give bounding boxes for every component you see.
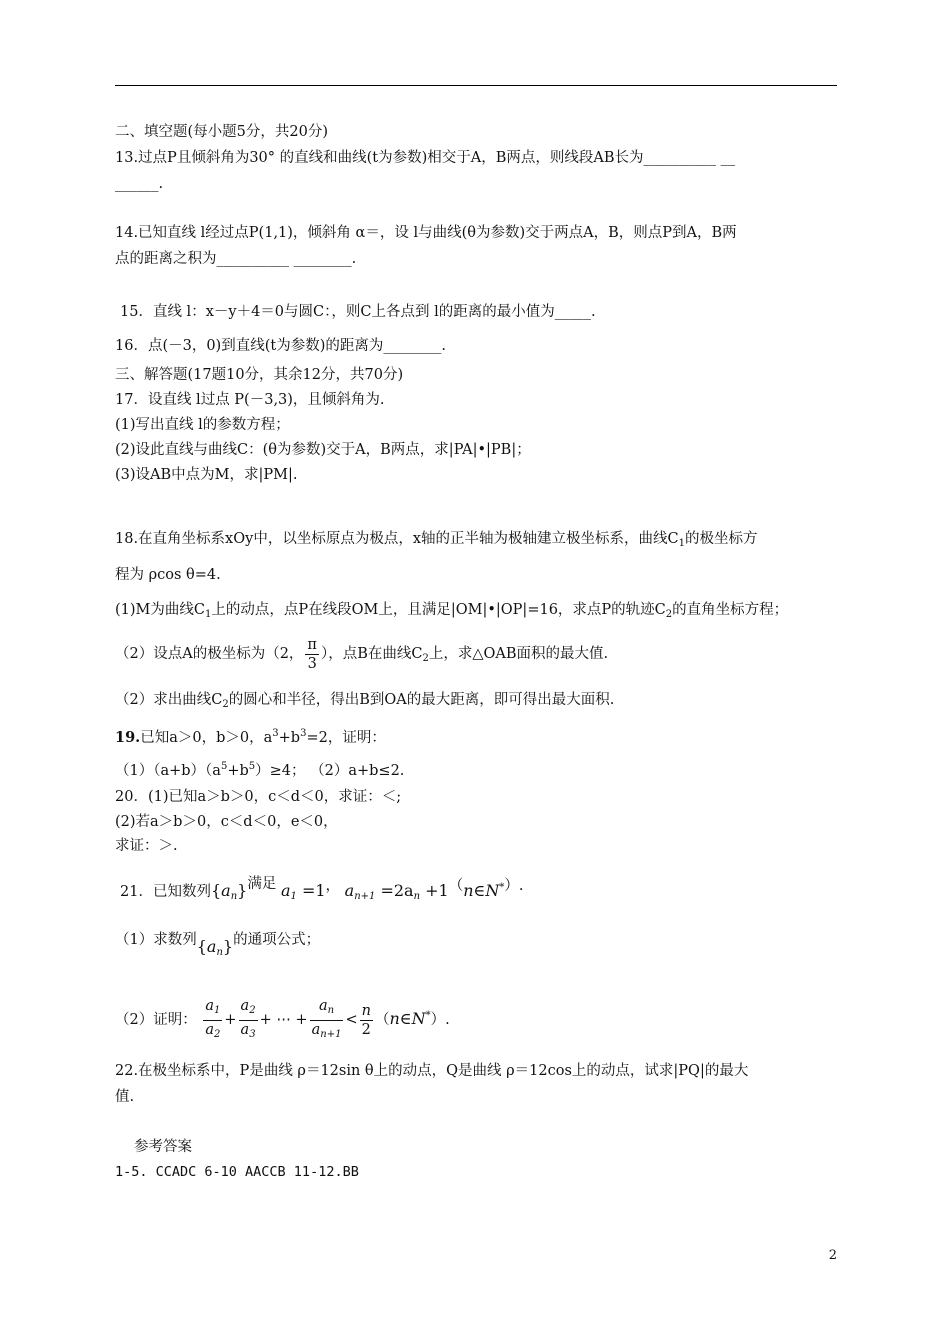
frac-num-a: a bbox=[240, 997, 250, 1014]
q18-hint-b: 的圆心和半径，得出B到OA的最大距离，即可得出最大面积. bbox=[228, 692, 615, 708]
question-17: 17．设直线 l过点 P(－3,3)，且倾斜角为. bbox=[115, 392, 385, 408]
q21-1-b: 的通项公式； bbox=[233, 932, 321, 948]
question-14-line2: 点的距离之积为__________ ________. bbox=[115, 251, 357, 267]
fraction-denominator bbox=[203, 1021, 222, 1044]
q21-2-paren-close: ）. bbox=[430, 1012, 450, 1028]
question-19 bbox=[115, 724, 386, 748]
q19-p-sup1: 5 bbox=[220, 761, 228, 772]
frac-num-sub: 2 bbox=[249, 1004, 256, 1016]
fraction-denominator bbox=[239, 1021, 258, 1044]
q18-1-sub1: 1 bbox=[204, 609, 212, 620]
fraction-numerator bbox=[310, 997, 344, 1021]
question-22-line2: 值. bbox=[115, 1089, 135, 1105]
q19-b: +b bbox=[278, 730, 301, 746]
q19-sup2: 3 bbox=[300, 728, 307, 739]
question-22-line1: 22.在极坐标系中，P是曲线 ρ＝12sin θ上的动点，Q是曲线 ρ＝12cos上的动点，试求|PQ|的最大 bbox=[115, 1063, 749, 1079]
q21-lt: < bbox=[345, 1012, 358, 1028]
q18-2-a: （2）设点A的极坐标为（2， bbox=[115, 646, 304, 662]
question-13-line1: 13.过点P且倾斜角为30° 的直线和曲线(t为参数)相交于A，B两点，则线段AB长为__________ __ bbox=[115, 150, 736, 166]
fraction-an-an1 bbox=[310, 997, 344, 1044]
q21-seq-n: n bbox=[230, 891, 238, 902]
question-21-part1 bbox=[115, 920, 320, 973]
question-18-hint bbox=[115, 690, 614, 715]
q18-2-sub: 2 bbox=[422, 653, 429, 664]
q21-paren-close: ）. bbox=[504, 878, 524, 894]
q21-2-paren-open: （ bbox=[374, 1012, 390, 1028]
q19-p-b: +b bbox=[227, 763, 249, 779]
frac-den-sub: 2 bbox=[214, 1028, 221, 1040]
fraction-a1-a2 bbox=[203, 997, 222, 1044]
q21-a1-rest: =1 bbox=[296, 881, 326, 900]
question-15: 15．直线 l：x－y＋4＝0与圆C：，则C上各点到 l的距离的最小值为_____. bbox=[120, 304, 596, 320]
q18-hint-a: （2）求出曲线C bbox=[115, 692, 223, 708]
frac-den-a: a bbox=[240, 1021, 250, 1038]
frac-den-a: a bbox=[205, 1021, 214, 1038]
q18-1-c: 的直角坐标方程； bbox=[672, 602, 789, 618]
q18-2-b: ），点B在曲线C bbox=[320, 646, 423, 662]
question-20-conclude: 求证：＞. bbox=[115, 838, 178, 854]
question-14-line1: 14.已知直线 l经过点P(1,1)，倾斜角 α＝，设 l与曲线(θ为参数)交于两点A，B，则点P到A，B两 bbox=[115, 225, 737, 241]
question-18-line2: 程为 ρcos θ=4. bbox=[115, 567, 221, 583]
header-rule bbox=[115, 85, 837, 86]
q18-text-end: 的极坐标方 bbox=[684, 531, 758, 547]
question-20: 20．(1)已知a＞b＞0，c＜d＜0，求证：＜; bbox=[115, 789, 402, 805]
fraction-denominator: 2 bbox=[361, 1021, 371, 1038]
fraction-numerator bbox=[203, 997, 222, 1021]
frac-den-sub: 3 bbox=[249, 1028, 256, 1040]
q18-1-b: 上的动点，点P在线段OM上，且满足|OM|•|OP|=16，求点P的轨迹C bbox=[211, 602, 666, 618]
q21-2-cond: n∈N bbox=[389, 1009, 426, 1028]
question-16: 16．点(－3，0)到直线(t为参数)的距离为________. bbox=[115, 338, 446, 354]
question-17-part2: (2)设此直线与曲线C：(θ为参数)交于A，B两点，求|PA|•|PB|； bbox=[115, 442, 531, 458]
question-20-part2: (2)若a＞b＞0，c＜d＜0，e＜0， bbox=[115, 814, 338, 830]
answer-key: 1-5. CCADC 6-10 AACCB 11-12.BB bbox=[115, 1164, 359, 1180]
fraction-numerator bbox=[239, 997, 258, 1021]
pi-over-3-fraction bbox=[305, 636, 319, 673]
fraction-denominator bbox=[310, 1021, 344, 1044]
q19-a: 已知a＞0，b＞0，a bbox=[140, 730, 273, 746]
question-19-parts bbox=[115, 757, 404, 781]
q21-seq-open: { bbox=[210, 881, 222, 900]
q21-rec-b: =2a bbox=[375, 881, 414, 900]
q19-p-sup2: 5 bbox=[248, 761, 256, 772]
fraction-numerator: n bbox=[361, 1002, 371, 1019]
q21-rec-c: +1 bbox=[420, 881, 449, 900]
q21-1-close: } bbox=[222, 937, 234, 956]
q21-a1: a bbox=[280, 881, 291, 900]
q21-2-star: * bbox=[425, 1010, 431, 1021]
q21-mid: 满足 bbox=[247, 876, 277, 892]
question-17-part3: (3)设AB中点为M，求|PM|. bbox=[115, 467, 298, 483]
q21-seq-close: } bbox=[237, 881, 248, 900]
q21-seq-a: a bbox=[221, 881, 231, 900]
section-fill-blank: 二、填空题(每小题5分，共20分) bbox=[115, 124, 328, 140]
q18-text-a: 18.在直角坐标系xOy中，以坐标原点为极点，x轴的正半轴为极轴建立极坐标系，曲线C bbox=[115, 531, 679, 547]
question-17-part1: (1)写出直线 l的参数方程； bbox=[115, 417, 290, 433]
question-18-part1 bbox=[115, 600, 788, 625]
frac-num-sub: n bbox=[327, 1004, 335, 1016]
q21-1-a: （1）求数列 bbox=[115, 932, 197, 948]
q21-1-seq-n: n bbox=[216, 947, 223, 958]
q18-1-a: (1)M为曲线C bbox=[115, 602, 205, 618]
q21-dots: + ⋯ + bbox=[259, 1012, 308, 1028]
q21-rec-a: a bbox=[344, 881, 355, 900]
frac-num-sub: 1 bbox=[214, 1004, 221, 1016]
q21-a1-sub: 1 bbox=[290, 891, 297, 902]
q18-hint-sub: 2 bbox=[222, 699, 229, 710]
frac-num-a: a bbox=[205, 997, 214, 1014]
fraction-n-2 bbox=[360, 1002, 373, 1039]
question-21 bbox=[120, 866, 523, 915]
question-13-line2: ______. bbox=[115, 176, 164, 192]
q19-c: =2，证明： bbox=[306, 730, 386, 746]
frac-num-a: a bbox=[318, 997, 328, 1014]
q18-2-c: 上，求△OAB面积的最大值. bbox=[428, 646, 609, 662]
question-18-part2 bbox=[115, 632, 608, 681]
q19-p-a: （1）（a+b）（a bbox=[115, 763, 221, 779]
frac-den-sub: n+1 bbox=[320, 1028, 342, 1040]
q21-text: 21．已知数列 bbox=[120, 884, 211, 900]
fraction-a2-a3 bbox=[239, 997, 258, 1044]
q19-number: 19. bbox=[115, 729, 141, 746]
fraction-numerator: π bbox=[307, 636, 317, 653]
q21-cond: n∈N bbox=[463, 881, 500, 900]
q21-rec-n: n bbox=[413, 891, 421, 902]
q21-1-open: { bbox=[196, 937, 207, 956]
question-18-line1 bbox=[115, 529, 757, 554]
frac-den-a: a bbox=[311, 1021, 321, 1038]
q18-1-sub2: 2 bbox=[665, 609, 673, 620]
q21-star: * bbox=[499, 882, 505, 893]
fraction-denominator: 3 bbox=[307, 655, 317, 672]
answer-title: 参考答案 bbox=[134, 1139, 192, 1155]
page-number: 2 bbox=[828, 1248, 837, 1263]
q21-rec-sub: n+1 bbox=[354, 891, 376, 902]
q21-2-label: （2）证明： bbox=[115, 1012, 197, 1028]
q21-comma: ， bbox=[325, 878, 341, 894]
q19-p-c: ）≥4； （2）a+b≤2. bbox=[255, 763, 405, 779]
q21-paren-open: （ bbox=[448, 878, 464, 894]
q19-sup1: 3 bbox=[272, 728, 279, 739]
q21-1-seq-a: a bbox=[206, 937, 217, 956]
q18-sub: 1 bbox=[678, 538, 685, 549]
question-21-part2: （2）证明： $\frac{a_1}{a_2}$ + $\frac{a_2}{a_3}$ + ⋯ + $\frac{a_n}{a_{n+1}}$ < $\frac{n}{2}$ （n∈N*）. bbox=[115, 992, 450, 1044]
section-solve: 三、解答题(17题10分，其余12分，共70分) bbox=[115, 367, 404, 383]
